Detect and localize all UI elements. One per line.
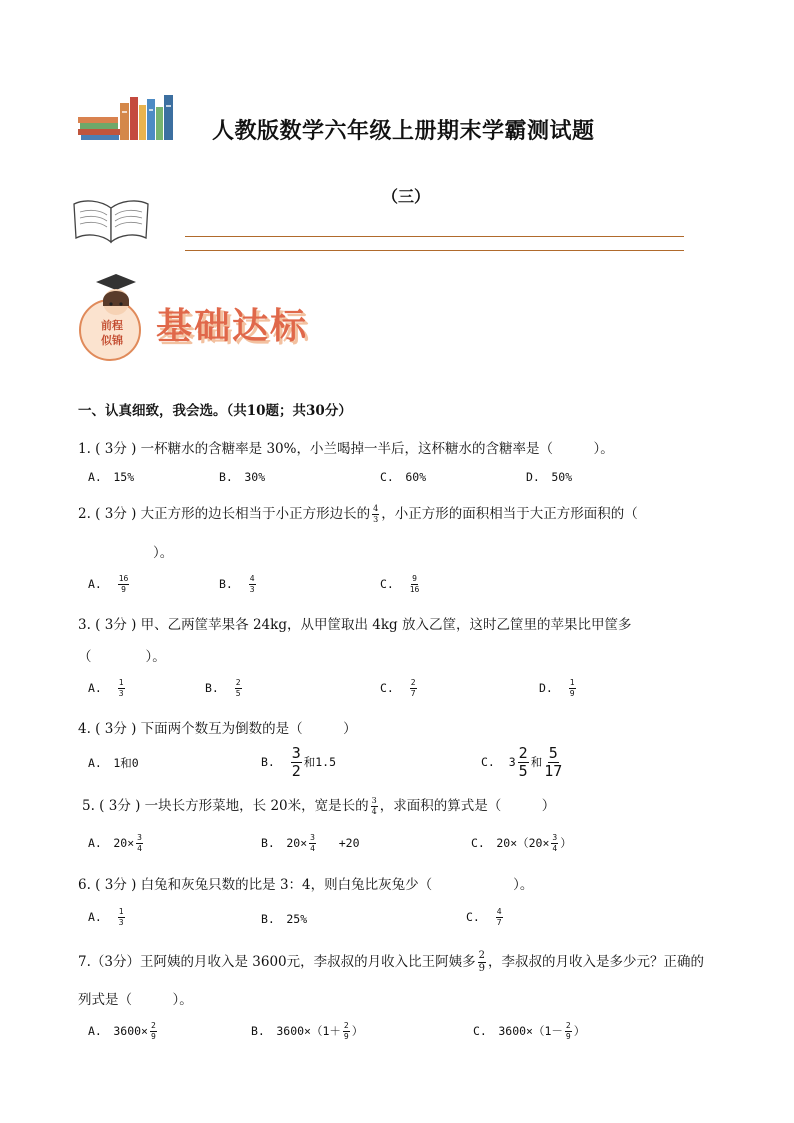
q3-option-d[interactable]: D. $\frac{1}{9}$ <box>539 678 575 698</box>
book-stack-icon <box>76 93 176 141</box>
section-banner: 基础达标 <box>156 306 309 347</box>
q3-option-b[interactable]: B. $\frac{2}{5}$ <box>205 678 241 698</box>
q5-option-a[interactable]: A. 20× $\frac{3}{4}$ <box>88 833 142 853</box>
title-rule-bottom <box>185 250 684 251</box>
q4-option-c[interactable]: C. 3 $\frac{2}{5}$ 和 $\frac{5}{17}$ <box>481 744 563 780</box>
q4-option-a[interactable]: A. 1和0 <box>88 756 139 770</box>
question-5: 5. ( 3分 ) 一块长方形菜地，长 20米，宽是长的 $\frac{3}{4}$ ，求面积的算式是（ ） <box>82 796 556 816</box>
q1-option-a[interactable]: A. 15% <box>88 470 135 484</box>
q1-option-b[interactable]: B. 30% <box>219 470 266 484</box>
q2-fraction: $\frac{4}{3}$ <box>373 504 379 524</box>
q2-option-c[interactable]: C. $\frac{9}{16}$ <box>380 574 420 594</box>
q6-option-b[interactable]: B. 25% <box>261 912 308 926</box>
badge-caption <box>92 318 132 348</box>
q1-option-c[interactable]: C. 60% <box>380 470 427 484</box>
q1-option-d[interactable]: D. 50% <box>526 470 573 484</box>
open-book-icon <box>70 196 152 246</box>
q2-text-post: ，小正方形的面积相当于大正方形面积的（ <box>381 506 638 522</box>
q2-option-b[interactable]: B. $\frac{4}{3}$ <box>219 574 255 594</box>
badge-line-2: 似锦 <box>101 334 123 347</box>
question-7: 7.（3分）王阿姨的月收入是 3600元，李叔叔的月收入比王阿姨多 $\frac{2}{9}$ ，李叔叔的月收入是多少元？正确的 <box>78 950 704 974</box>
section-heading: 一、认真细致，我会选。（共10题；共30分） <box>78 403 352 419</box>
q7-option-b[interactable]: B. 3600×（1＋ $\frac{2}{9}$ ） <box>251 1021 364 1041</box>
question-2 <box>78 502 638 524</box>
badge-line-1: 前程 <box>101 319 123 332</box>
page-subtitle: （三） <box>382 187 431 206</box>
q3-option-a[interactable]: A. $\frac{1}{3}$ <box>88 678 124 698</box>
question-1: 1. ( 3分 ) 一杯糖水的含糖率是 30%，小兰喝掉一半后，这杯糖水的含糖率是（ ）。 <box>78 441 614 457</box>
q3-option-c[interactable]: C. $\frac{2}{7}$ <box>380 678 416 698</box>
q7-option-c[interactable]: C. 3600×（1－ $\frac{2}{9}$ ） <box>473 1021 586 1041</box>
q2-option-a[interactable]: A. $\frac{16}{9}$ <box>88 574 129 594</box>
question-3: 3. ( 3分 ) 甲、乙两筐苹果各 24kg，从甲筐取出 4kg 放入乙筐，这时乙筐里的苹果比甲筐多 <box>78 617 632 633</box>
question-3-line2: （ ）。 <box>78 649 166 665</box>
q6-option-a[interactable]: A. $\frac{1}{3}$ <box>88 907 124 927</box>
q7-option-a[interactable]: A. 3600× $\frac{2}{9}$ <box>88 1021 156 1041</box>
q2-text-pre: 2. ( 3分 ) 大正方形的边长相当于小正方形边长的 <box>78 506 371 522</box>
q5-option-c[interactable]: C. 20×（20× $\frac{3}{4}$ ） <box>471 833 572 853</box>
question-2-line2: ）。 <box>153 545 174 561</box>
title-rule-top <box>185 236 684 237</box>
question-7-line2: 列式是（ ）。 <box>78 992 193 1008</box>
page-title: 人教版数学六年级上册期末学霸测试题 <box>212 118 595 144</box>
q6-option-c[interactable]: C. $\frac{4}{7}$ <box>466 907 502 927</box>
q5-option-b[interactable]: B. 20× $\frac{3}{4}$ +20 <box>261 833 360 853</box>
question-4: 4. ( 3分 ) 下面两个数互为倒数的是（ ） <box>78 721 357 737</box>
question-6: 6. ( 3分 ) 白兔和灰兔只数的比是 3：4，则白兔比灰兔少（ ）。 <box>78 877 534 893</box>
q4-option-b[interactable]: B. $\frac{3}{2}$ 和1.5 <box>261 744 337 780</box>
